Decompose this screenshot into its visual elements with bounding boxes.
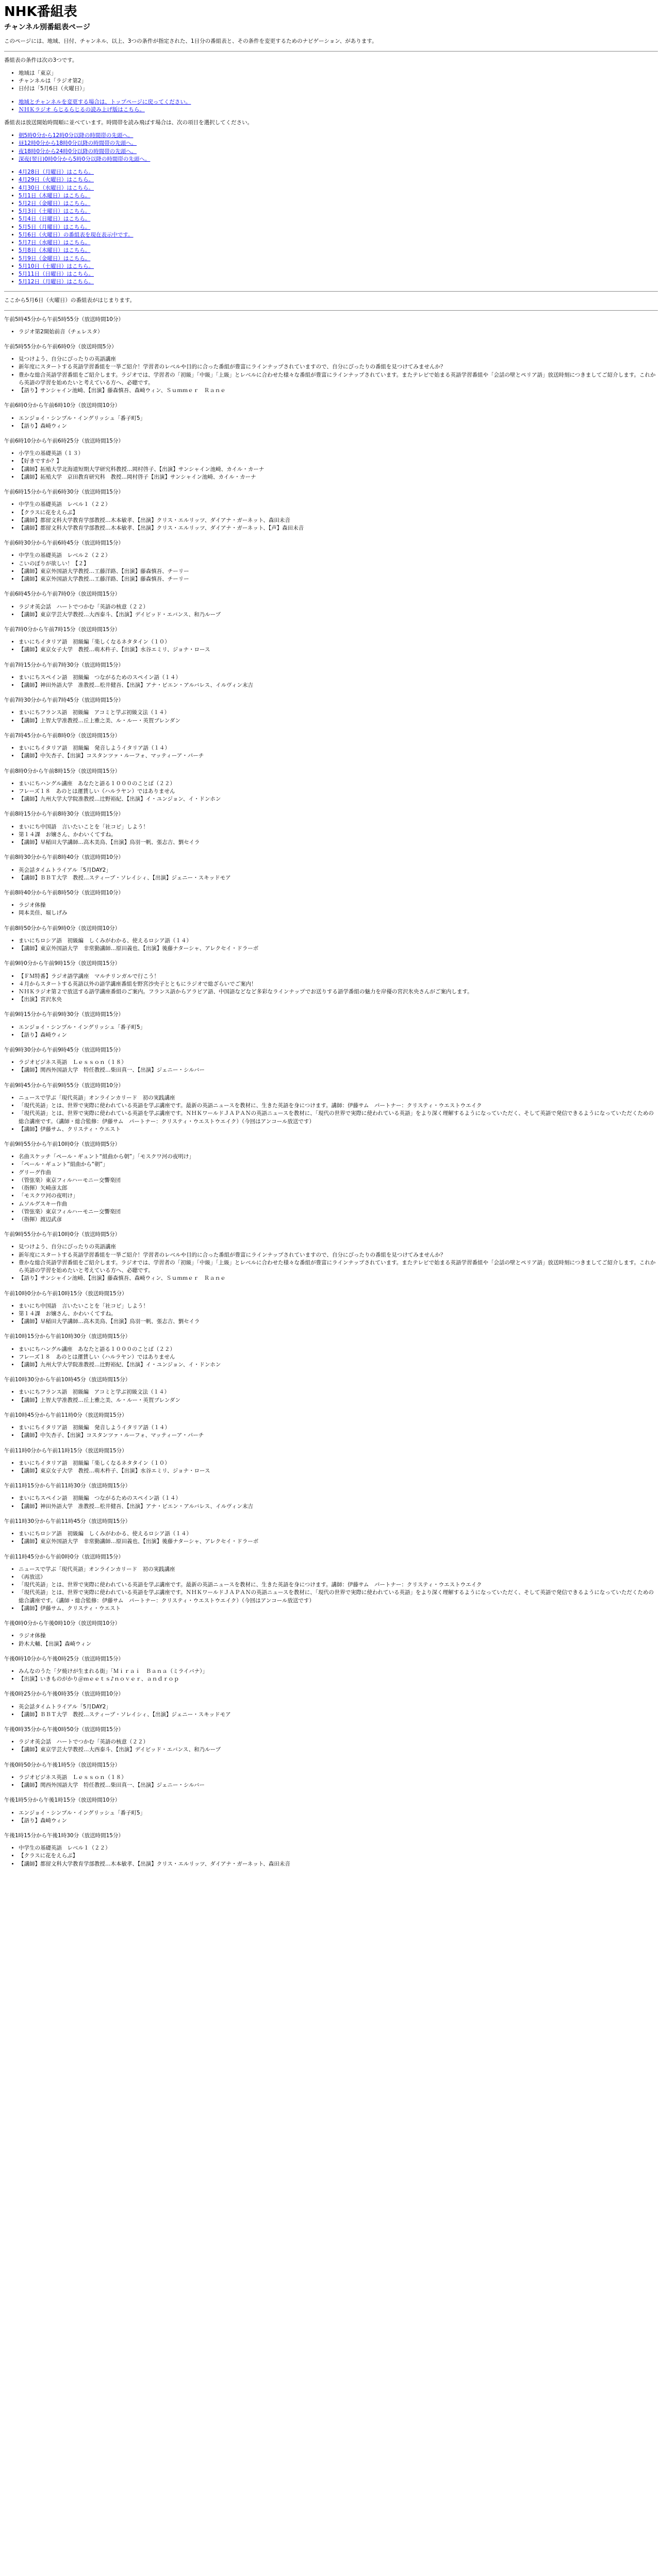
program-detail-item: • 【語り】サンシャイン池崎、【出演】藤森慎吾、森崎ウィン、Ｓｕｍｍｅｒ Ｒａｎｅ [19,1275,658,1282]
change-links-item [19,106,658,114]
program-time: 午前8時0分から午前8時15分（放送時間15分） [4,768,121,774]
program-detail-item: • 【講師】神田外語大学 准教授…松井健吾、【出演】アナ・ビエン・アルバレス、イルヴィン末吉 [19,1503,658,1511]
program-time: 午前9時45分から午前9時55分（放送時間10分） [4,1082,124,1089]
date-link[interactable]: 5月2日（金曜日）はこちら。 [19,200,91,207]
program-detail-item: • 【講師】神田外語大学 准教授…松井健吾、【出演】アナ・ビエン・アルバレス、イルヴィン末吉 [19,682,658,689]
program-slot [4,1761,658,1790]
program-details [4,1632,658,1648]
program-detail-item: • 【クラスに花をえらぶ】 [19,1852,658,1860]
program-detail-item: • まいにちロシア語 初級編 しくみがわかる、使えるロシア語（１４） [19,1530,658,1538]
program-slot [4,316,658,336]
program-details [4,603,658,619]
program-time: 午前9時55分から午前10時0分（放送時間5分） [4,1231,121,1238]
program-detail-item: • 見つけよう、自分にぴったりの英語講座 [19,1243,658,1251]
program-detail-item: • ラジオ英会話 ハートでつかむ「英語の核意（２２） [19,603,658,611]
program-details [4,973,658,1004]
program-detail-item: • 【講師】東京女子大学 教授…萌木杵子、【出演】水谷エミリ、ジョナ・ロース [19,1467,658,1475]
program-detail-item: • 【講師】東京外国語大学 非常勤講師…原田義也、【出演】後藤ナターシャ、アレクセイ・ドラーボ [19,1538,658,1546]
program-time: 午前7時0分から午前7時15分（放送時間15分） [4,626,121,633]
program-detail-item: • こいのぼりが欲しい！【２】 [19,560,658,568]
program-slot [4,1231,658,1282]
program-detail-item: • 【講師】東京女子大学 教授…萌木杵子、【出演】水谷エミリ、ジョナ・ロース [19,646,658,654]
date-link[interactable]: 5月4日（日曜日）はこちら。 [19,216,91,223]
program-details [4,1703,658,1719]
program-detail-item: • ラジオ体操 [19,902,658,909]
program-slot [4,1553,658,1613]
program-slot [4,539,658,583]
program-details [4,867,658,882]
date-link[interactable]: 5月3日（土曜日）はこちら。 [19,208,91,215]
program-detail-item: • 【講師】伊藤サム、クリスティ・ウエスト [19,1126,658,1133]
program-slot [4,1655,658,1684]
program-slot [4,1082,658,1133]
program-details [4,501,658,532]
program-detail-item: • まいにちハングル講座 あなたと語る１０００のことば（２２） [19,1346,658,1353]
program-details [4,1388,658,1404]
program-slot [4,854,658,882]
program-detail-item: • 【講師】ＢＢＴ大学 教授…スティーブ・ソレイシィ、【出演】ジェニー・スキッドモア [19,1711,658,1719]
time-nav [4,132,658,163]
program-time: 午後0時0分から午後0時10分（放送時間10分） [4,1620,121,1627]
program-details [4,1738,658,1754]
program-details [4,1302,658,1326]
time-nav-late-night-link[interactable]: 深夜(翌日)0時0分から5時0分以降の時間帯の先頭へ。 [19,156,151,162]
program-slot [4,1290,658,1326]
date-link-current[interactable]: 5月6日（火曜日）の番組表を現在表示中です。 [19,231,134,238]
program-time: 午前11時15分から午前11時30分（放送時間15分） [4,1483,131,1489]
date-nav-item [19,247,658,255]
program-time: 午前10時30分から午前10時45分（放送時間15分） [4,1377,131,1383]
program-details [4,744,658,760]
program-detail-item: • まいにちスペイン語 初級編 つながるためのスペイン語（１４） [19,1495,658,1502]
date-nav-item [19,176,658,184]
program-detail-item: • 【講師】東京学芸大学教授…大西泰斗、【出演】デイビッド・エバンス、和乃ルーブ [19,611,658,619]
time-nav-item [19,132,658,140]
program-details [4,1424,658,1439]
program-details [4,1495,658,1510]
program-details [4,1024,658,1039]
program-schedule [4,316,658,1868]
program-detail-item: • 【講師】九州大学大学院准教授…辻野裕紀、【出演】イ・ユンジョン、イ・ドンホン [19,1361,658,1369]
program-detail-item: • まいにち中国語 言いたいことを「社コピ」しよう！ [19,823,658,831]
program-detail-item: • （管弦楽）東京フィルハーモニー交響楽団 [19,1208,658,1216]
program-detail-item: • ニュースで学ぶ「現代英語」オンラインカリード 初の実践講座 [19,1566,658,1573]
program-slot [4,889,658,918]
date-nav-item [19,168,658,176]
program-detail-item: • 新年度にスタートする英語学習番組を一挙ご紹介！学習者のレベルや目的に合った番組が豊富にラインナップされていますので、自分にぴったりの番組を見つけてみませんか？ [19,1251,658,1259]
time-nav-note: 番組表は放送開始時間順に並べています。時間帯を読み飛ばす場合は、次の項目を選択してください。 [4,120,253,126]
program-detail-item: • フレーズ１８ あのとは運賃しい（ハルラヤン）ではありません [19,1353,658,1361]
program-detail-item: • 【講師】中矢杏子、【出演】コスタンツァ・ルーフォ、マッティーア・パーチ [19,752,658,760]
program-detail-item: • 【講師】拓殖大学北海道短期大学研究科教授…岡村啓子、【出演】サンシャイン池崎、カイル・カーナ [19,466,658,473]
program-detail-item: • 「現代英語」とは、世界で実際に使われている英語を学ぶ講座です。ＮＨＫワールドＪＡＰＡＮの英語ニュースを教材に、「現代の世界で実際に使われている英語」をより深く理解するようになっていただく、そして英語で発信できるようになっていただくための総合講座です。（講師・総合監修：伊藤サム パートナー：クリスティ・ウエストウエイク）（今回はアンコール放送です） [19,1110,658,1125]
date-nav-item [19,200,658,208]
program-detail-item: • 《再放送》 [19,1573,658,1581]
program-details [4,328,658,336]
program-time: 午前11時45分から午前0時0分（放送時間15分） [4,1553,124,1560]
program-time: 午後1時15分から午後1時30分（放送時間15分） [4,1833,124,1839]
date-link[interactable]: 5月5日（月曜日）はこちら。 [19,224,91,230]
program-time: 午前6時45分から午前7時0分（放送時間15分） [4,591,121,598]
program-detail-item: • 豊かな総合英語学習番組をご紹介します。ラジオでは、学習者の「初級」「中級」「上級」とレベルに合わせた様々な番組が豊富にラインナップされています。またテレビで始まる英語学習番組や「会話の壁とペリア語」放送時刻につきましてご紹介します。これから英語の学習を始めたいと考えている方へ、必聴です。 [19,371,658,387]
program-detail-item: • 【講師】都留文科大学教育学部教授…木本敏孝、【出演】クリス・エルリッツ、ダイアナ・ガーネット、【声】森田未音 [19,524,658,532]
program-detail-item: • ４月からスタートする英語以外の語学講座番組を野宮沙央子とともにラジオで総ざらいでご案内！ [19,980,658,988]
program-slot [4,925,658,953]
program-detail-item: • 「現代英語」とは、世界で実際に使われている英語を学ぶ講座です。ＮＨＫワールドＪＡＰＡＮの英語ニュースを教材に、「現代の世界で実際に使われている英語」をより深く理解するようになっていただく、そして英語で発信できるようになっていただくための総合講座です。（講師・総合監修：伊藤サム パートナー：クリスティ・ウエストウエイク）（今回はアンコール放送です） [19,1589,658,1604]
program-detail-item: • 小学生の基礎英語（１３） [19,450,658,457]
program-time: 午後0時10分から午後0時25分（放送時間15分） [4,1655,124,1662]
program-details [4,638,658,654]
program-details [4,1530,658,1546]
program-detail-item: • 【語り】森崎ウィン [19,422,658,430]
program-detail-item: • 「モスクワ河の夜明け」 [19,1192,658,1200]
program-slot [4,590,658,619]
program-details [4,1774,658,1789]
program-detail-item: • 新年度にスタートする英語学習番組を一挙ご紹介！学習者のレベルや目的に合った番組が豊富にラインナップされていますので、自分にぴったりの番組を見つけてみませんか？ [19,363,658,371]
program-detail-item: • 【講師】都留文科大学教育学部教授…木本敏孝、【出演】クリス・エルリッツ、ダイアナ・ガーネット、森田未音 [19,517,658,524]
program-time: 午前7時30分から午前7時45分（放送時間15分） [4,697,124,704]
program-detail-item: • 【講師】拓殖大学 京田教育研究科 教授…岡村啓子【出演】サンシャイン池崎、カイル・カーナ [19,473,658,481]
program-detail-item: • 【講師】東京外国語大学教授…工藤洋路、【出演】藤森慎吾、チーリー [19,568,658,575]
time-nav-evening-link[interactable]: 夜18時0分から24時0分以降の時間帯の先頭へ。 [19,148,137,155]
program-details [4,1566,658,1613]
program-detail-item: • まいにちフランス語 初級編 アコミと学ぶ初級文法（１４） [19,709,658,717]
date-link[interactable]: 4月28日（月曜日）はこちら。 [19,169,94,176]
condition-region: • 地域は「東京」 [19,70,658,77]
date-link[interactable]: 4月29日（火曜日）はこちら。 [19,177,94,183]
schedule-heading: ここから5月6日（火曜日）の番組表がはじまります。 [4,297,136,304]
condition-date: • 日付は「5月6日（火曜日）」 [19,85,658,93]
program-detail-item: • 【語り】サンシャイン池崎、【出演】藤森慎吾、森崎ウィン、Ｓｕｍｍｅｒ Ｒａｎｅ [19,387,658,395]
program-time: 午前8時50分から午前9時0分（放送時間10分） [4,925,121,931]
program-detail-item: • ラジオ体操 [19,1632,658,1640]
program-details [4,780,658,804]
program-detail-item: • 【語り】森崎ウィン [19,1817,658,1825]
program-detail-item: • まいにちロシア語 初級編 しくみがわかる、使えるロシア語（１４） [19,937,658,945]
program-detail-item: • まいにちイタリア語 初級編「楽しくなるネタタイン（１０） [19,1460,658,1467]
program-time: 午前6時10分から午前6時25分（放送時間15分） [4,438,124,445]
program-detail-item: • 【語り】森崎ウィン [19,1031,658,1039]
date-link[interactable]: 5月7日（水曜日）はこちら。 [19,240,91,246]
time-nav-item [19,140,658,147]
program-detail-item: • まいにちハングル講座 あなたと語る１０００のことば（２２） [19,780,658,788]
time-nav-item [19,148,658,156]
date-nav-item [19,231,658,239]
program-details [4,1460,658,1475]
program-slot [4,1518,658,1546]
program-time: 午前5時55分から午前6時0分（放送時間5分） [4,344,117,350]
program-detail-item: • ムソルグスキー作曲 [19,1200,658,1208]
program-slot [4,768,658,804]
program-detail-item: • まいにちフランス語 初級編 アコミと学ぶ初級文法（１４） [19,1388,658,1396]
program-slot [4,1797,658,1825]
program-time: 午前9時15分から午前9時30分（放送時間15分） [4,1011,124,1018]
program-slot [4,1376,658,1404]
program-slot [4,732,658,760]
date-link[interactable]: 5月8日（木曜日）はこちら。 [19,247,91,254]
program-time: 午前11時0分から午前11時15分（放送時間15分） [4,1447,127,1454]
program-detail-item: • 鈴木大輔、【出演】森崎ウィン [19,1640,658,1648]
program-detail-item: • 【ＦＭ特番】ラジオ語学講座 マルチリンガルで行こう！ [19,973,658,980]
program-detail-item: • ラジオビジネス英語 Ｌｅｓｓｏｎ（１８） [19,1059,658,1066]
program-details [4,1243,658,1282]
program-detail-item: • エンジョイ・シンプル・イングリッシュ「番子町5」 [19,1024,658,1031]
program-slot [4,697,658,725]
program-slot [4,1011,658,1039]
condition-channel: • チャンネルは「ラジオ第2」 [19,77,658,85]
program-detail-item: • ラジオビジネス英語 Ｌｅｓｓｏｎ（１８） [19,1774,658,1782]
program-slot [4,1046,658,1075]
program-detail-item: • 【講師】関西外国語大学 特任教授…柴田真一、【出演】ジェニー・シルバー [19,1066,658,1074]
site-title: NHK番組表 [4,4,77,20]
date-nav-item [19,278,658,286]
program-details [4,450,658,481]
change-links [4,98,658,114]
program-slot [4,1141,658,1224]
program-time: 午前8時30分から午前8時40分（放送時間10分） [4,854,124,861]
program-slot [4,1620,658,1648]
program-detail-item: • 【講師】九州大学大学院准教授…辻野裕紀、【出演】イ・ユンジョン、イ・ドンホン [19,795,658,803]
time-nav-afternoon-link[interactable]: 昼12時0分から18時0分以降の時間帯の先頭へ。 [19,140,137,147]
program-detail-item: • 【講師】関西外国語大学 特任教授…柴田真一、【出演】ジェニー・シルバー [19,1782,658,1789]
program-detail-item: • 中学生の基礎英語 レベル１（２２） [19,1844,658,1852]
program-detail-item: • フレーズ１８ あのとは運賃しい（ハルラヤン）ではありません [19,788,658,795]
program-detail-item: • 【講師】上智大学准教授…丘上雅之美、ル・ルー・英賀ブレンダン [19,1397,658,1404]
program-slot [4,662,658,690]
date-nav-item [19,224,658,231]
program-detail-item: • まいにちイタリア語 初級編 発音しようイタリア語（１４） [19,1424,658,1432]
program-time: 午前7時45分から午前8時0分（放送時間15分） [4,732,121,739]
program-detail-item: • 岡本美佳、堀しげみ [19,909,658,917]
program-time: 午前6時0分から午前6時10分（放送時間10分） [4,402,121,409]
program-detail-item: • 【クラスに花をえらぶ】 [19,509,658,517]
program-details [4,1153,658,1224]
program-slot [4,1447,658,1476]
page-intro: このページには、地域、日付、チャンネル、以上、3つの条件が指定された、1日分の番組表と、その条件を変更するためのナビゲーション、があります。 [4,38,377,45]
date-link[interactable]: 5月12日（月曜日）はこちら。 [19,279,94,285]
program-time: 午前8時15分から午前8時30分（放送時間15分） [4,811,124,818]
change-links-item [19,98,658,106]
program-details [4,1844,658,1868]
program-detail-item: • エンジョイ・シンプル・イングリッシュ「番子町5」 [19,1809,658,1817]
program-detail-item: • 中学生の基礎英語 レベル２（２２） [19,552,658,560]
divider [4,310,658,311]
program-slot [4,1333,658,1369]
page-title: チャンネル別番組表ページ [4,23,90,32]
program-detail-item: • 【講師】伊藤サム、クリスティ・ウエスト [19,1605,658,1613]
program-slot [4,437,658,481]
program-detail-item: • 見つけよう、自分にぴったりの英語講座 [19,355,658,363]
date-nav-item [19,208,658,215]
program-detail-item: • エンジョイ・シンプル・イングリッシュ「番子町5」 [19,415,658,422]
date-link[interactable]: 5月9日（金曜日）はこちら。 [19,255,91,262]
program-detail-item: • 豊かな総合英語学習番組をご紹介します。ラジオでは、学習者の「初級」「中級」「上級」とレベルに合わせた様々な番組が豊富にラインナップされています。またテレビで始まる英語学習番組や「会話の壁とペリア語」放送時刻につきましてご紹介します。これから英語の学習を始めたいと考えている方へ、必聴です。 [19,1259,658,1275]
program-slot [4,810,658,846]
date-link[interactable]: 4月30日（水曜日）はこちら。 [19,184,94,191]
program-slot [4,1412,658,1440]
program-detail-item: • 【講師】上智大学准教授…丘上雅之美、ル・ルー・英賀ブレンダン [19,717,658,725]
program-details [4,709,658,724]
program-detail-item: • 「現代英語」とは、世界で実際に使われている英語を学ぶ講座です。最新の英語ニュースを教材に、生きた英語を身につけます。講師：伊藤サム パートナー：クリスティ・ウエストウエイク [19,1102,658,1110]
date-nav-item [19,215,658,223]
program-detail-item: • （指揮）矢崎彦太郎 [19,1184,658,1192]
date-nav-item [19,270,658,278]
program-detail-item: • ＮＨＫラジオ第２で放送する語学講座番組のご案内。フランス語からアラビア語、中国語などなど多彩なラインナップでお送りする語学番組の魅力を岸優の宮沢氷央さんがご案内します。 [19,988,658,996]
program-detail-item: • （管弦楽）東京フィルハーモニー交響楽団 [19,1177,658,1184]
program-details [4,823,658,847]
program-detail-item: • ラジオ英会話 ハートでつかむ「英語の核意（２２） [19,1738,658,1746]
program-time: 午前9時0分から午前9時15分（放送時間15分） [4,960,121,967]
program-detail-item: • まいにちスペイン語 初級編 つながるためのスペイン語（１４） [19,674,658,682]
program-time: 午後0時50分から午後1時5分（放送時間15分） [4,1761,121,1768]
program-details [4,1094,658,1133]
program-slot [4,402,658,430]
program-time: 午前10時15分から午前10時30分（放送時間15分） [4,1333,131,1340]
date-nav-item [19,239,658,247]
program-detail-item: • 【講師】早稲田大学講師…高木美鳥、【出演】鳥羽一帆、張志吉、劉セイラ [19,839,658,846]
time-nav-item [19,156,658,163]
program-detail-item: • 【講師】ＢＢＴ大学 教授…スティーブ・ソレイシィ、【出演】ジェニー・スキッドモア [19,874,658,882]
program-time: 午後0時35分から午後0時50分（放送時間15分） [4,1726,124,1733]
program-detail-item: • 英会話タイムトライアル「5月DAY2」 [19,867,658,874]
program-time: 午前7時15分から午前7時30分（放送時間15分） [4,662,124,668]
program-details [4,355,658,395]
program-time: 午前6時30分から午前6時45分（放送時間15分） [4,540,124,547]
date-nav [4,168,658,286]
program-detail-item: • 【出演】いきものがかり＠ｍｅｅｔｓ♪ｎｏｖｅｒ、ａｎｄｒｏｐ [19,1675,658,1683]
radiru-reading-link[interactable]: ＮＨＫラジオ らじるらじるの読み上げ版はこちら。 [19,106,145,113]
divider [4,51,658,52]
program-detail-item: • ニュースで学ぶ「現代英語」オンラインカリード 初の実践講座 [19,1094,658,1102]
program-details [4,1809,658,1825]
program-detail-item: • みんなのうた「夕焼けが生まれる街」「Ｍｉｒａｉ Ｂａｎａ（ミライバナ）」 [19,1668,658,1675]
date-link[interactable]: 5月11日（日曜日）はこちら。 [19,270,94,277]
conditions-heading: 番組表の条件は次の3つです。 [4,57,78,63]
program-time: 午前5時45分から午前5時55分（放送時間10分） [4,316,124,323]
program-detail-item: • 【好きですか？】 [19,457,658,465]
program-details [4,937,658,953]
back-to-top-link[interactable]: 地域とチャンネルを変更する場合は、トップページに戻ってください。 [19,98,191,105]
program-detail-item: • （指揮）渡辺武彦 [19,1216,658,1224]
program-slot [4,1690,658,1719]
program-time: 午前10時45分から午前11時0分（放送時間15分） [4,1412,127,1418]
program-detail-item: • 「現代英語」とは、世界で実際に使われている英語を学ぶ講座です。最新の英語ニュースを教材に、生きた英語を身につけます。講師：伊藤サム パートナー：クリスティ・ウエストウエイク [19,1581,658,1589]
program-detail-item: • 【講師】都留文科大学教育学部教授…木本敏孝、【出演】クリス・エルリッツ、ダイアナ・ガーネット、森田未音 [19,1860,658,1868]
program-detail-item: • 「ペール・ギュント“組曲から“朝”」 [19,1161,658,1168]
program-detail-item: • 【講師】東京学芸大学教授…大西泰斗、【出演】デイビッド・エバンス、和乃ルーブ [19,1746,658,1754]
program-details [4,1059,658,1074]
program-details [4,674,658,689]
date-nav-item [19,184,658,192]
program-time: 午後0時25分から午後0時35分（放送時間10分） [4,1691,124,1698]
program-detail-item: • ラジオ第2開始前音（チェレスタ） [19,328,658,336]
program-detail-item: • 中学生の基礎英語 レベル１（２２） [19,501,658,509]
program-detail-item: • まいにち中国語 言いたいことを「社コピ」しよう！ [19,1302,658,1310]
program-slot [4,1726,658,1754]
program-time: 午前10時0分から午前10時15分（放送時間15分） [4,1290,127,1297]
program-details [4,552,658,583]
program-details [4,1346,658,1369]
program-time: 午前8時40分から午前8時50分（放送時間10分） [4,889,124,896]
program-detail-item: • 英会話タイムトライアル「5月DAY2」 [19,1703,658,1711]
date-link[interactable]: 5月1日（木曜日）はこちら。 [19,192,91,199]
time-nav-morning-link[interactable]: 朝5時0分から12時0分以降の時間帯の先頭へ。 [19,132,134,139]
program-time: 午前9時55分から午前10時0分（放送時間5分） [4,1141,121,1148]
program-detail-item: • 第１４課 お嬢さん、かわいくてすね。 [19,831,658,839]
date-nav-item [19,255,658,263]
program-detail-item: • まいにちイタリア語 初級編 発音しようイタリア語（１４） [19,744,658,752]
program-time: 午後1時5分から午後1時15分（放送時間10分） [4,1797,121,1804]
program-detail-item: • 【講師】早稲田大学講師…高木美鳥、【出演】鳥羽一帆、張志吉、劉セイラ [19,1318,658,1326]
program-time: 午前9時30分から午前9時45分（放送時間15分） [4,1047,124,1054]
program-detail-item: • 【講師】東京外国語大学教授…工藤洋路、【出演】藤森慎吾、チーリー [19,575,658,583]
program-detail-item: • 【講師】東京外国語大学 非常勤講師…原田義也、【出演】後藤ナターシャ、アレクセイ・ドラーボ [19,945,658,953]
program-slot [4,488,658,532]
program-slot [4,343,658,395]
date-nav-item [19,263,658,270]
program-details [4,1668,658,1683]
divider [4,291,658,292]
program-detail-item: • 【講師】中矢杏子、【出演】コスタンツァ・ルーフォ、マッティーア・パーチ [19,1432,658,1439]
program-time: 午前6時15分から午前6時30分（放送時間15分） [4,489,124,496]
date-link[interactable]: 5月10日（土曜日）はこちら。 [19,263,94,269]
program-details [4,415,658,430]
program-detail-item: • 名曲スケッチ「ペール・ギュント“組曲から朝”」「モスクワ河の夜明け」 [19,1153,658,1161]
program-slot [4,960,658,1004]
program-detail-item: • 第１４課 お嬢さん、かわいくてすね。 [19,1310,658,1318]
program-slot [4,1482,658,1511]
program-detail-item: • 【出演】宮沢氷央 [19,996,658,1004]
program-time: 午前11時30分から午前11時45分（放送時間15分） [4,1518,131,1524]
program-slot [4,1832,658,1868]
program-detail-item: • まいにちイタリア語 初級編「楽しくなるネタタイン（１０） [19,638,658,646]
program-details [4,902,658,917]
program-slot [4,626,658,654]
date-nav-item [19,192,658,200]
program-detail-item: • グリーグ作曲 [19,1169,658,1177]
conditions-list [4,70,658,93]
